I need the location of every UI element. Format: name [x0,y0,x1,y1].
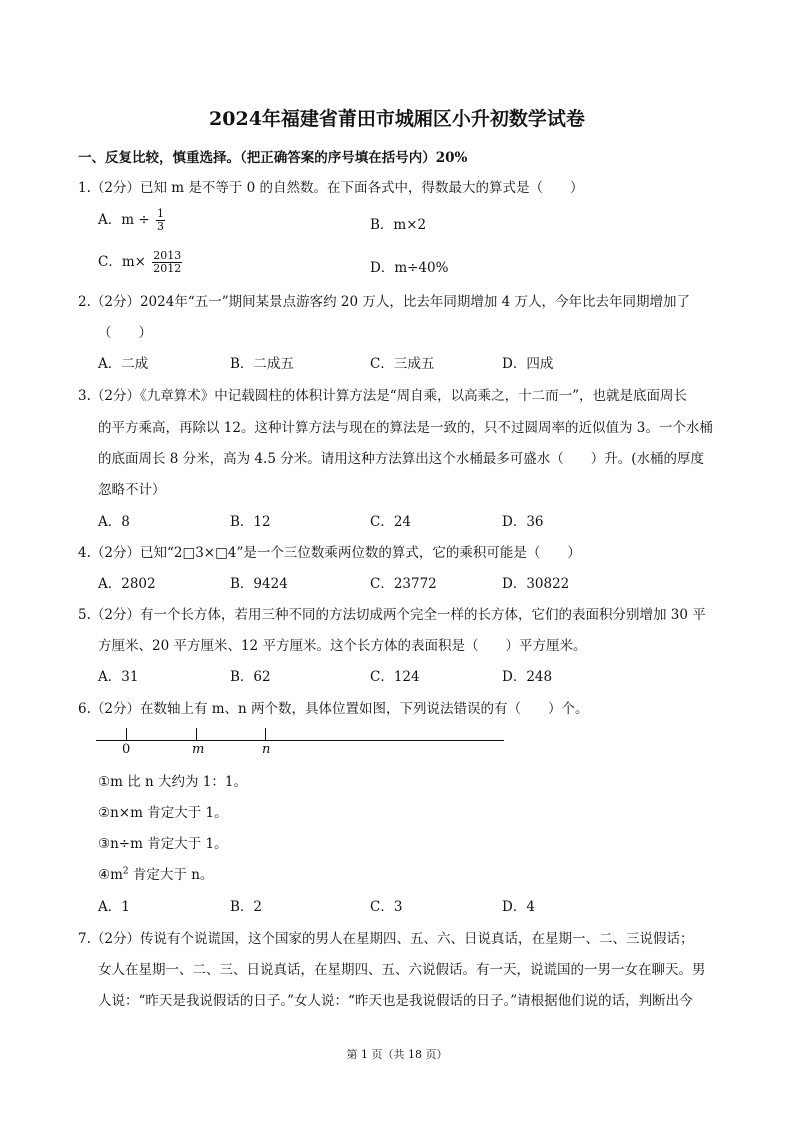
question-5-stem-line2: 方厘米、20 平方厘米、12 平方厘米。这个长方体的表面积是（ ）平方厘米。 [98,638,587,654]
option-c-label: C．m× [98,254,146,270]
question-6-option-d: D．4 [502,899,535,915]
page-title: 2024年福建省莆田市城厢区小升初数学试卷 [209,108,585,130]
question-2-stem-line1: 2.（2分）2024年“五一”期间某景点游客约 20 万人，比去年同期增加 4 万人，今年比去年同期增加了 [78,294,691,310]
statement-1: ①m 比 n 大约为 1：1。 [98,774,247,790]
question-3-option-b: B．12 [230,514,271,530]
question-7-stem-line2: 女人在星期一、二、三、日说真话，在星期四、五、六说假话。有一天，说谎国的一男一女在聊天。男 [98,962,706,978]
question-3-option-c: C．24 [370,514,412,530]
question-2-stem-line2: （ ） [98,325,152,341]
fraction-numerator: 2013 [153,249,182,262]
question-2-option-d: D．四成 [502,356,554,372]
question-1-option-c [98,250,184,275]
question-5-option-d: D．248 [502,669,553,685]
question-3-stem-line1: 3.（2分）《九章算术》中记载圆柱的体积计算方法是“周自乘，以高乘之，十二而一”，也就是底面周长 [78,388,688,404]
question-6-option-a: A．1 [98,899,130,915]
tick-n [265,728,266,740]
fraction-denominator: 2012 [153,262,182,275]
question-4-option-b: B．9424 [230,576,288,592]
question-5-stem-line1: 5.（2分）有一个长方体，若用三种不同的方法切成两个完全一样的长方体，它们的表面积分别增加 30 平 [78,607,706,623]
question-3-stem-line4: 忽略不计） [98,482,166,498]
page-footer: 第 1 页（共 18 页） [346,1048,448,1061]
statement-4-suffix: 肯定大于 n。 [128,867,214,883]
question-2-option-a: A．二成 [98,356,149,372]
question-1-option-b: B．m×2 [370,217,427,233]
question-6-stem: 6.（2分）在数轴上有 m、n 两个数，具体位置如图，下列说法错误的有（ ）个。 [78,701,589,717]
question-2-option-b: B．二成五 [230,356,294,372]
section-heading: 一、反复比较，慎重选择。（把正确答案的序号填在括号内）20% [78,150,468,166]
fraction-denominator: 3 [156,220,164,233]
question-3-stem-line3: 的底面周长 8 分米，高为 4.5 分米。请用这种方法算出这个水桶最多可盛水（ ）升。(水桶的厚度 [98,451,704,467]
question-7-stem-line1: 7.（2分）传说有个说谎国，这个国家的男人在星期四、五、六、日说真话，在星期一、二、三说假话； [78,931,694,947]
option-a-label: A．m ÷ [98,212,150,228]
question-7-stem-line3: 人说：“昨天是我说假话的日子。”女人说：“昨天也是我说假话的日子。”请根据他们说的话，判断出今 [98,993,693,1009]
tick-zero [126,728,127,740]
label-m: m [192,742,205,757]
label-zero: 0 [122,742,131,757]
tick-m [196,728,197,740]
question-5-option-a: A．31 [98,669,139,685]
question-1-stem: 1.（2分）已知 m 是不等于 0 的自然数。在下面各式中，得数最大的算式是（ ） [78,180,584,196]
number-line-axis [96,740,504,741]
question-1-option-a [98,208,167,233]
question-5-option-b: B．62 [230,669,271,685]
question-4-option-d: D．30822 [502,576,570,592]
question-4-option-a: A．2802 [98,576,156,592]
question-4-stem: 4.（2分）已知“2□3×□4”是一个三位数乘两位数的算式，它的乘积可能是（ ） [78,545,581,561]
question-3-stem-line2: 的平方乘高，再除以 12。这种计算方法与现在的算法是一致的，只不过圆周率的近似值为 3。一个水桶 [98,420,713,436]
fraction [152,250,182,275]
fraction-numerator: 1 [156,207,164,220]
statement-4 [98,863,213,883]
question-1-option-d: D．m÷40% [370,260,449,276]
fraction [156,208,165,233]
exponent: 2 [122,866,129,877]
question-3-option-a: A．8 [98,514,130,530]
question-5-option-c: C．124 [370,669,420,685]
question-4-option-c: C．23772 [370,576,437,592]
statement-3: ③n÷m 肯定大于 1。 [98,836,228,852]
question-3-option-d: D．36 [502,514,544,530]
question-6-option-b: B．2 [230,899,263,915]
statement-2: ②n×m 肯定大于 1。 [98,805,228,821]
question-6-option-c: C．3 [370,899,403,915]
statement-4-prefix: ④m [98,867,123,883]
question-2-option-c: C．三成五 [370,356,435,372]
label-n: n [262,742,271,757]
